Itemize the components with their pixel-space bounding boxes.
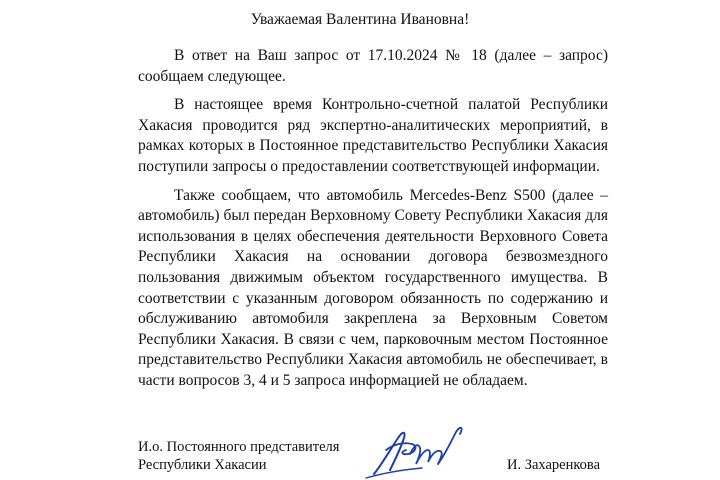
letter-body (138, 46, 608, 400)
handwritten-signature (360, 420, 470, 480)
salutation: Уважаемая Валентина Ивановна! (250, 11, 470, 28)
signatory-title-line-2: Республики Хакасии (138, 457, 267, 473)
signatory-name: И. Захаренкова (507, 457, 601, 473)
paragraph-request-reply: В ответ на Ваш запрос от 17.10.2024 № 18 (далее – запрос) сообщаем следующее. (138, 47, 608, 85)
paragraph-vehicle-transfer: Также сообщаем, что автомобиль Mercedes-Benz S500 (далее – автомобиль) был передан Верховному Совету Республики Хакасия для использования в целях обеспечения деятельности Верховного Совета Республики Хакасия на основании договора безвозмездного пользования движимым объектом государственного имущества. В соответствии с указанным договором обязанность по содержанию и обслуживанию автомобиля закреплена за Верховным Советом Республики Хакасия. В связи с чем, парковочным местом Постоянное представительство Республики Хакасия автомобиль не обеспечивает, в части вопросов 3, 4 и 5 запроса информацией не обладаем. (138, 186, 608, 389)
signatory-title (138, 438, 339, 474)
paragraph-audit-activities: В настоящее время Контрольно-счетной палатой Республики Хакасия проводится ряд экспертно-аналитических мероприятий, в рамках которых в Постоянное представительство Республики Хакасия поступили запросы о предоставлении соответствующей информации. (138, 96, 608, 175)
signatory-title-line-1: И.о. Постоянного представителя (138, 439, 340, 455)
